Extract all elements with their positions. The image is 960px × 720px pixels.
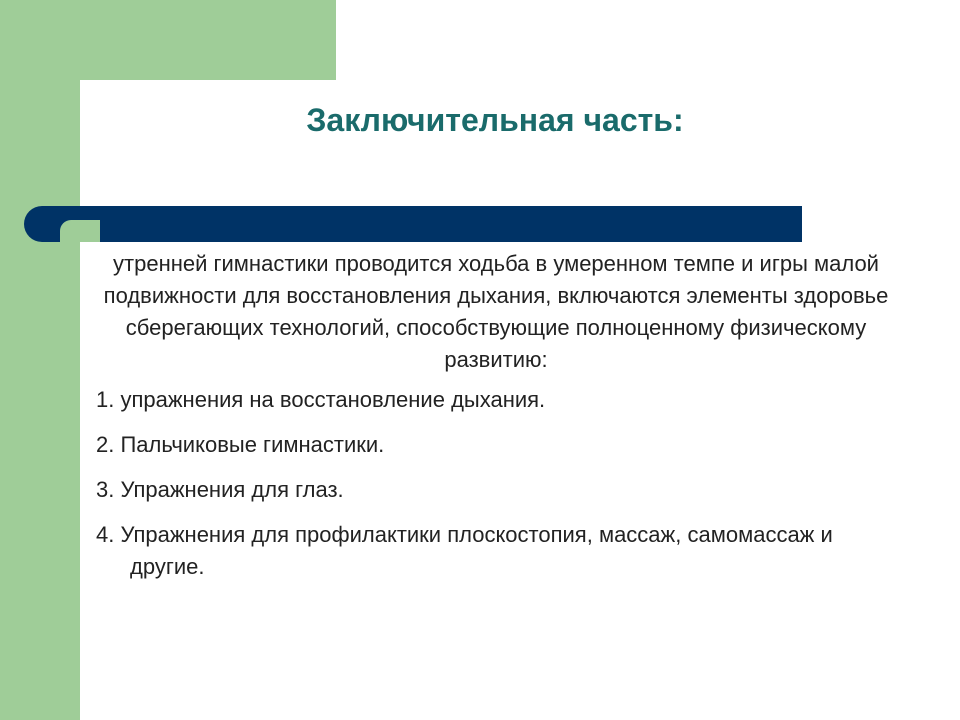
slide-content bbox=[96, 248, 896, 596]
slide-title: Заключительная часть: bbox=[306, 102, 684, 138]
list-item: 4. Упражнения для профилактики плоскостопия, массаж, самомассаж и другие. bbox=[96, 522, 833, 579]
list-item: 1. упражнения на восстановление дыхания. bbox=[96, 387, 546, 412]
decor-navy-bar bbox=[24, 206, 802, 242]
decor-bar-notch bbox=[60, 220, 100, 242]
decor-green-top-band bbox=[80, 0, 336, 80]
decor-green-left-band bbox=[0, 0, 80, 720]
list-item: 2. Пальчиковые гимнастики. bbox=[96, 432, 385, 457]
intro-paragraph: утренней гимнастики проводится ходьба в умеренном темпе и игры малой подвижности для восстановления дыхания, включаются элементы здоровье сберегающих технологий, способствующие полноценному физическому развитию: bbox=[103, 251, 889, 372]
list-item: 3. Упражнения для глаз. bbox=[96, 477, 344, 502]
